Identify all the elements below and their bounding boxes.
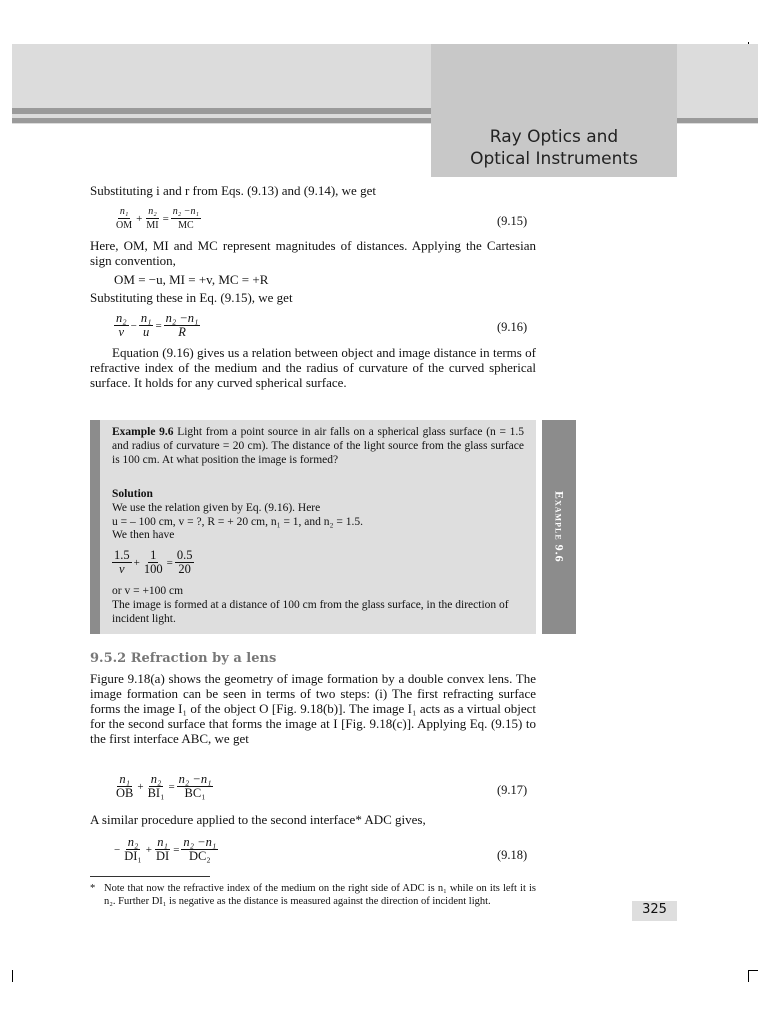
eq-term: DC₂ [188,849,211,863]
equation-number: (9.16) [497,320,528,334]
solution-line: u = – 100 cm, v = ?, R = + 20 cm, n₁ = 1, and n₂ = 1.5. [112,516,364,528]
eq-operator: − [114,843,121,856]
solution-line: The image is formed at a distance of 100 cm from the glass surface, in the direction of incident light. [112,599,509,625]
example-question [112,425,524,467]
footnote-rule [90,876,210,877]
eq-operator: = [166,556,173,569]
eq-term: n₂ [148,206,157,217]
page-number: 325 [642,902,667,917]
solution-label: Solution [112,488,153,500]
equation-9-16 [114,312,200,339]
eq-term: u [143,325,150,339]
eq-term: 1.5 [114,548,130,562]
paragraph: Substituting i and r from Eqs. (9.13) and (9.14), we get [90,183,376,198]
eq-term: OB [116,786,134,800]
eq-term: v [118,325,125,339]
eq-operator: = [173,843,180,856]
example-label: Example 9.6 [112,426,174,438]
equation-number: (9.15) [497,214,528,228]
eq-term: n₂ [127,835,139,849]
equation-number: (9.17) [497,783,528,797]
footnote-mark: * [90,883,96,894]
paragraph: Substituting these in Eq. (9.15), we get [90,290,293,305]
eq-term: n₁ [157,835,168,849]
eq-term: 1 [150,548,157,562]
eq-term: n₂ −n₁ [178,772,212,786]
eq-operator: + [133,556,140,569]
example-bar [90,420,100,634]
eq-term: n₁ [119,772,130,786]
example-side-text: Example 9.6 [552,491,567,563]
crop-mark [12,970,13,982]
solution-line: We use the relation given by Eq. (9.16). Here [112,502,321,514]
crop-mark [748,970,758,971]
eq-operator: = [155,319,162,332]
eq-term: DI [156,849,170,863]
eq-term: 100 [143,562,163,576]
paragraph: Equation (9.16) gives us a relation between object and image distance in terms of refractive index of the medium and the radius of curvature of the curved spherical surface. It holds for any curved spherical surface. [90,345,536,390]
eq-term: n₂ [150,772,162,786]
crop-mark [748,970,749,982]
eq-term: v [119,562,125,576]
eq-term: MC [178,220,194,231]
chapter-title-line1: Ray Optics and [489,127,619,147]
eq-term: BC₁ [184,786,206,800]
paragraph: A similar procedure applied to the second interface* ADC gives, [90,812,426,827]
eq-term: n₂ [116,311,127,325]
eq-term: n₂ −n₁ [183,835,217,849]
footnote-text: Note that now the refractive index of the medium on the right side of ADC is n₁ while on its left it is n₂. Further DI₁ is negative as the distance is measured against the direction of incident light. [104,883,536,907]
example-side-label [542,420,576,634]
example-question-text: Light from a point source in air falls on a spherical glass surface (n = 1.5 and radius of curvature = 20 cm). The distance of the light source from the glass surface is 100 cm. At what position the image is formed? [112,426,524,466]
eq-operator: + [145,843,152,856]
eq-term: OM [116,220,133,231]
eq-term: n₂ −n₁ [165,311,199,325]
eq-term: BI₁ [147,786,165,800]
sign-convention: OM = −u, MI = +v, MC = +R [114,272,269,287]
eq-operator: = [162,212,169,225]
example-equation [112,549,194,576]
eq-term: R [178,325,186,339]
chapter-title [431,126,677,170]
paragraph: Figure 9.18(a) shows the geometry of image formation by a double convex lens. The image formation can be seen in terms of two steps: (i) The first refracting surface forms the image I₁ of the object O [Fig. 9.18(b)]. The image I₁ acts as a virtual object for the second surface that forms the image at I [Fig. 9.18(c)]. Applying Eq. (9.15) to the first interface ABC, we get [90,671,536,746]
eq-operator: + [136,212,143,225]
eq-term: n₁ [119,206,129,217]
eq-term: DI₁ [124,849,142,863]
equation-9-15 [114,205,201,232]
equation-9-18 [112,836,218,863]
eq-term: MI [146,220,159,231]
eq-term: n₁ [140,311,152,325]
section-heading: 9.5.2 Refraction by a lens [90,651,277,666]
eq-operator: + [137,780,144,793]
paragraph: Here, OM, MI and MC represent magnitudes of distances. Applying the Cartesian sign convention, [90,238,536,268]
eq-term: 20 [178,562,191,576]
chapter-title-line2: Optical Instruments [470,149,638,169]
header-rule [12,108,431,114]
solution-line: We then have [112,529,175,541]
eq-operator: = [168,780,175,793]
eq-operator: − [130,319,137,332]
equation-number: (9.18) [497,848,528,862]
equation-9-17 [114,773,213,800]
eq-term: n₂ −n₁ [172,206,199,217]
eq-term: 0.5 [176,548,193,562]
solution-line: or v = +100 cm [112,585,184,597]
